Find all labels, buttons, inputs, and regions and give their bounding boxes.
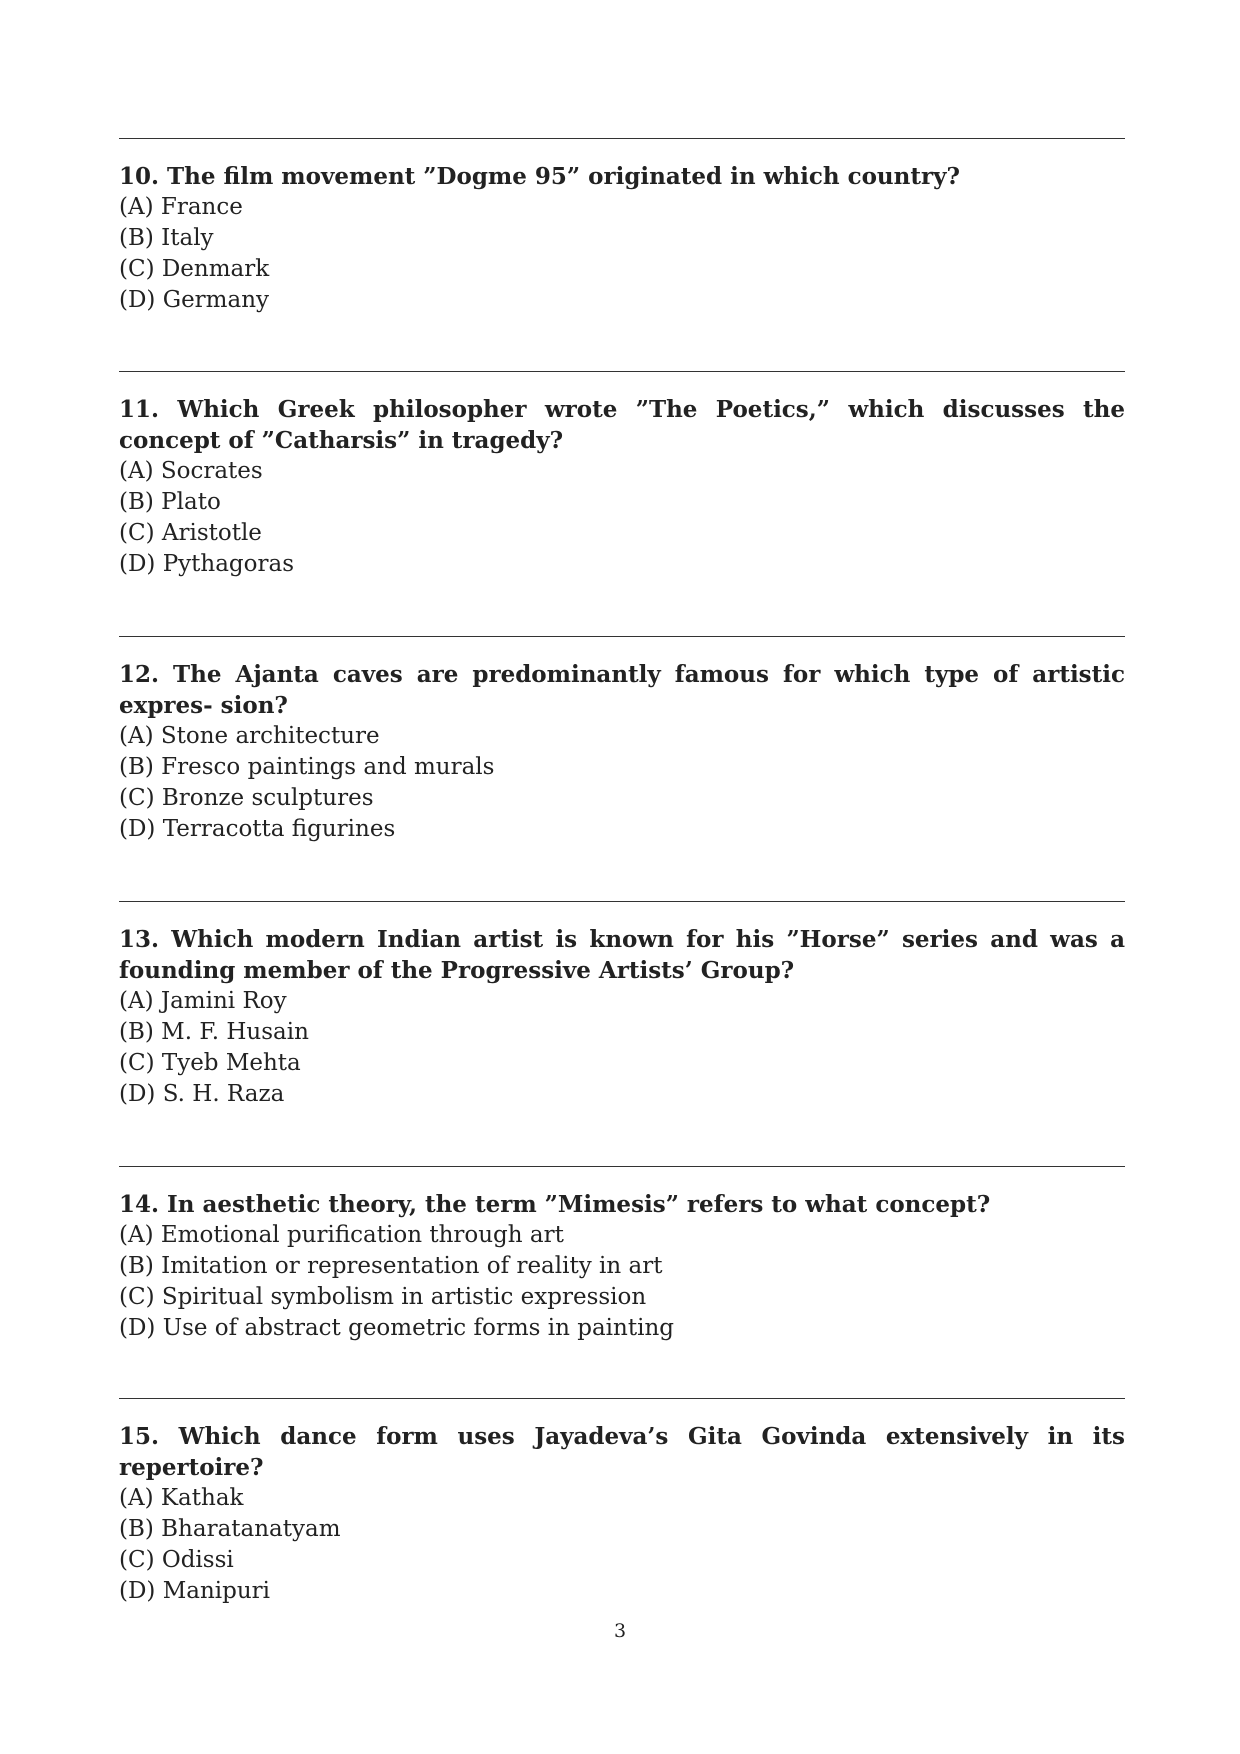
option-a: (A) Kathak (119, 1485, 244, 1511)
option-d: (D) Terracotta figurines (119, 816, 396, 842)
option-d: (D) Manipuri (119, 1578, 271, 1604)
option-a: (A) Stone architecture (119, 723, 380, 749)
separator-rule (119, 1166, 1125, 1167)
separator-rule (119, 371, 1125, 372)
question-12 (119, 636, 1125, 845)
question-text: 13. Which modern Indian artist is known for his ”Horse” series and was a founding member of the Progressive Artists’ Group? (119, 926, 1125, 984)
option-a: (A) Jamini Roy (119, 988, 287, 1014)
question-11 (119, 371, 1125, 580)
option-b: (B) Italy (119, 225, 214, 251)
option-c: (C) Denmark (119, 256, 270, 282)
question-text: 11. Which Greek philosopher wrote ”The Poetics,” which discusses the concept of ”Catharsis” in tragedy? (119, 396, 1125, 454)
separator-rule (119, 138, 1125, 139)
option-d: (D) Use of abstract geometric forms in painting (119, 1315, 674, 1341)
option-b: (B) Bharatanatyam (119, 1516, 341, 1542)
option-b: (B) Plato (119, 489, 221, 515)
option-a: (A) Emotional purification through art (119, 1222, 564, 1248)
question-text: 10. The film movement ”Dogme 95” originated in which country? (119, 163, 960, 190)
option-c: (C) Spiritual symbolism in artistic expression (119, 1284, 647, 1310)
question-15 (119, 1398, 1125, 1607)
option-a: (A) France (119, 194, 243, 220)
question-text: 14. In aesthetic theory, the term ”Mimesis” refers to what concept? (119, 1191, 991, 1218)
option-d: (D) Pythagoras (119, 551, 295, 577)
option-c: (C) Tyeb Mehta (119, 1050, 301, 1076)
option-b: (B) M. F. Husain (119, 1019, 309, 1045)
option-d: (D) S. H. Raza (119, 1081, 285, 1107)
option-c: (C) Aristotle (119, 520, 262, 546)
question-text: 12. The Ajanta caves are predominantly famous for which type of artistic expres- sion? (119, 661, 1125, 719)
separator-rule (119, 636, 1125, 637)
option-b: (B) Fresco paintings and murals (119, 754, 495, 780)
question-14 (119, 1166, 1125, 1344)
question-13 (119, 901, 1125, 1110)
separator-rule (119, 901, 1125, 902)
option-d: (D) Germany (119, 287, 270, 313)
question-10 (119, 138, 1125, 316)
separator-rule (119, 1398, 1125, 1399)
option-b: (B) Imitation or representation of reality in art (119, 1253, 663, 1279)
option-c: (C) Odissi (119, 1547, 234, 1573)
option-c: (C) Bronze sculptures (119, 785, 374, 811)
question-text: 15. Which dance form uses Jayadeva’s Gita Govinda extensively in its repertoire? (119, 1423, 1125, 1481)
option-a: (A) Socrates (119, 458, 263, 484)
page-number: 3 (613, 1620, 627, 1642)
